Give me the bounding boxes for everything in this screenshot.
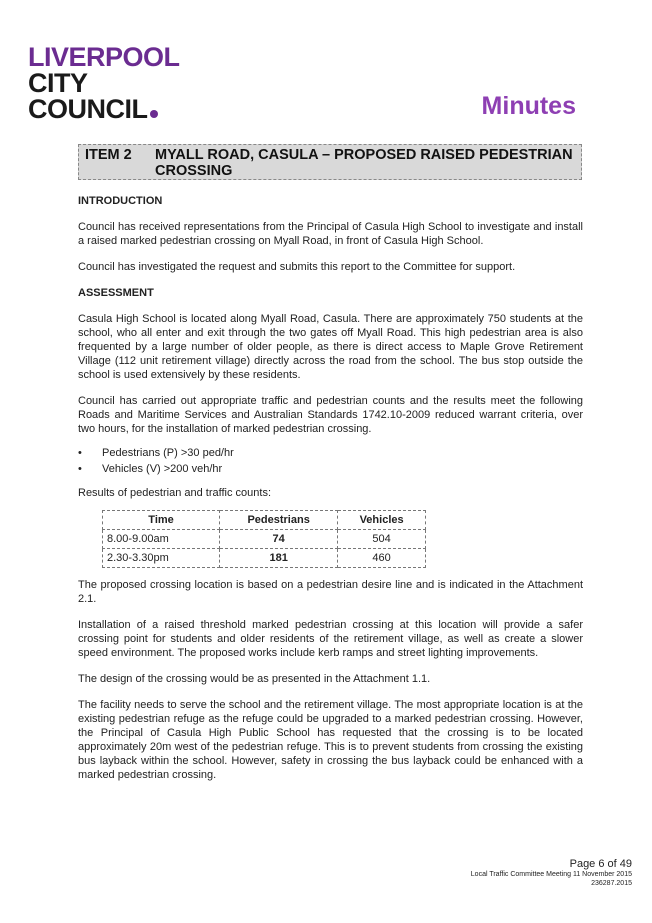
column-header: Pedestrians	[220, 511, 338, 530]
criteria-list	[78, 446, 583, 476]
page-footer	[471, 858, 632, 888]
column-header: Vehicles	[338, 511, 426, 530]
facility-paragraph: The facility needs to serve the school and the retirement village. The most appropriate location is at the existing pedestrian refuge as the refuge could be upgraded to a marked pedestrian crossing. However, the Principal of Casula High Public School has requested that the crossing is to be located approximately 20m west of the pedestrian refuge. This is to prevent students from crossing the existing bus layback within the school. However, safety in crossing the bus layback could be enhanced with a marked pedestrian crossing.	[78, 699, 583, 781]
meeting-info: Local Traffic Committee Meeting 11 November 2015	[470, 871, 632, 878]
logo-line-council	[28, 96, 180, 122]
logo-line-council-text: COUNCIL	[28, 94, 148, 124]
table-cell: 504	[338, 530, 426, 549]
item-title: MYALL ROAD, CASULA – PROPOSED RAISED PEDESTRIAN CROSSING	[155, 147, 573, 179]
table-cell: 74	[220, 530, 338, 549]
table-cell: 460	[338, 549, 426, 568]
design-paragraph: The design of the crossing would be as presented in the Attachment 1.1.	[78, 673, 431, 685]
column-header: Time	[103, 511, 220, 530]
council-logo	[28, 44, 180, 122]
page-number: Page 6 of 49	[569, 858, 632, 870]
report-body	[78, 194, 583, 782]
intro-paragraph-2: Council has investigated the request and submits this report to the Committee for support.	[78, 261, 516, 273]
intro-paragraph-1: Council has received representations from the Principal of Casula High School to investigate and install a raised marked pedestrian crossing on Myall Road, in front of Casula High School.	[78, 221, 583, 247]
table-cell: 181	[220, 549, 338, 568]
intro-heading: INTRODUCTION	[78, 195, 163, 207]
table-header-row	[103, 511, 426, 530]
results-intro: Results of pedestrian and traffic counts:	[78, 487, 272, 499]
document-reference: 236287.2015	[591, 880, 632, 887]
assessment-paragraph-1: Casula High School is located along Myall Road, Casula. There are approximately 750 students at the school, who all enter and exit through the two gates off Myall Road. This high pedestrian area is also frequented by a large number of older people, as there is direct access to Maple Grove Retirement Village (112 unit retirement village) directly across the road from the school. The bus stop outside the school is used extensively by these residents.	[78, 313, 583, 381]
installation-paragraph: Installation of a raised threshold marked pedestrian crossing at this location will provide a safer crossing point for students and older residents of the retirement village, as well as create a slower speed environment. The proposed works include kerb ramps and street lighting improvements.	[78, 619, 583, 659]
logo-line-liverpool: LIVERPOOL	[28, 42, 180, 72]
section-title: Minutes	[481, 92, 576, 120]
criteria-item: • Vehicles (V) >200 veh/hr	[78, 462, 583, 476]
table-row	[103, 549, 426, 568]
table-row	[103, 530, 426, 549]
logo-dot-icon	[150, 110, 158, 118]
location-paragraph: The proposed crossing location is based on a pedestrian desire line and is indicated in the Attachment 2.1.	[78, 579, 583, 605]
criteria-item: • Pedestrians (P) >30 ped/hr	[78, 446, 583, 460]
item-number: ITEM 2	[85, 147, 132, 163]
table-cell: 2.30-3.30pm	[103, 549, 220, 568]
table-cell: 8.00-9.00am	[103, 530, 220, 549]
assessment-paragraph-2: Council has carried out appropriate traffic and pedestrian counts and the results meet the following Roads and Maritime Services and Australian Standards 1742.10-2009 reduced warrant criteria, over two hours, for the installation of marked pedestrian crossing.	[78, 395, 583, 435]
item-heading-box	[78, 144, 582, 180]
counts-table	[102, 510, 426, 568]
assessment-heading: ASSESSMENT	[78, 287, 154, 299]
logo-line-city: CITY	[28, 68, 88, 98]
